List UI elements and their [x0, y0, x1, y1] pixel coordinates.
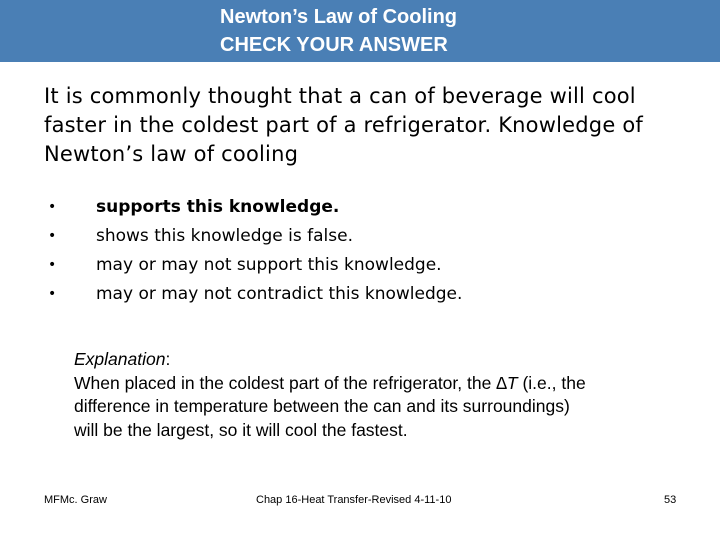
bullet-icon: • [48, 228, 57, 244]
choice-3 [48, 252, 648, 281]
explanation-line-1 [74, 372, 674, 396]
footer-author: MFMc. Graw [44, 494, 107, 506]
question-text: It is commonly thought that a can of beverage will cool faster in the coldest part of a refrigerator. Knowledge of Newton’s law of cooling [44, 84, 643, 166]
choice-text: shows this knowledge is false. [96, 226, 354, 246]
explanation-line-1-end: (i.e., the [517, 372, 586, 393]
explanation [74, 348, 674, 442]
bullet-icon: • [48, 257, 57, 273]
explanation-line-1-start: When placed in the coldest part of the refrigerator, the [74, 372, 497, 393]
explanation-colon: : [165, 349, 171, 369]
choice-4 [48, 281, 648, 310]
footer-chapter: Chap 16-Heat Transfer-Revised 4-11-10 [256, 494, 452, 506]
slide-subtitle: CHECK YOUR ANSWER [220, 34, 448, 56]
explanation-label: Explanation [74, 349, 166, 369]
bullet-icon: • [48, 199, 57, 215]
explanation-line-3: will be the largest, so it will cool the fastest. [74, 419, 408, 440]
bullet-icon: • [48, 286, 57, 302]
choice-text: may or may not support this knowledge. [96, 255, 442, 275]
choice-1 [48, 194, 648, 223]
title-bar [0, 0, 720, 62]
slide-title: Newton’s Law of Cooling [220, 6, 458, 28]
explanation-line-2: difference in temperature between the can and its surroundings) [74, 396, 570, 416]
choice-text: supports this knowledge. [96, 197, 340, 217]
choice-text: may or may not contradict this knowledge. [96, 284, 463, 304]
answer-choices [48, 194, 648, 310]
delta-t-symbol: ∆T [496, 372, 518, 393]
choice-2 [48, 223, 648, 252]
page-number: 53 [664, 494, 677, 506]
explanation-heading [74, 348, 674, 372]
